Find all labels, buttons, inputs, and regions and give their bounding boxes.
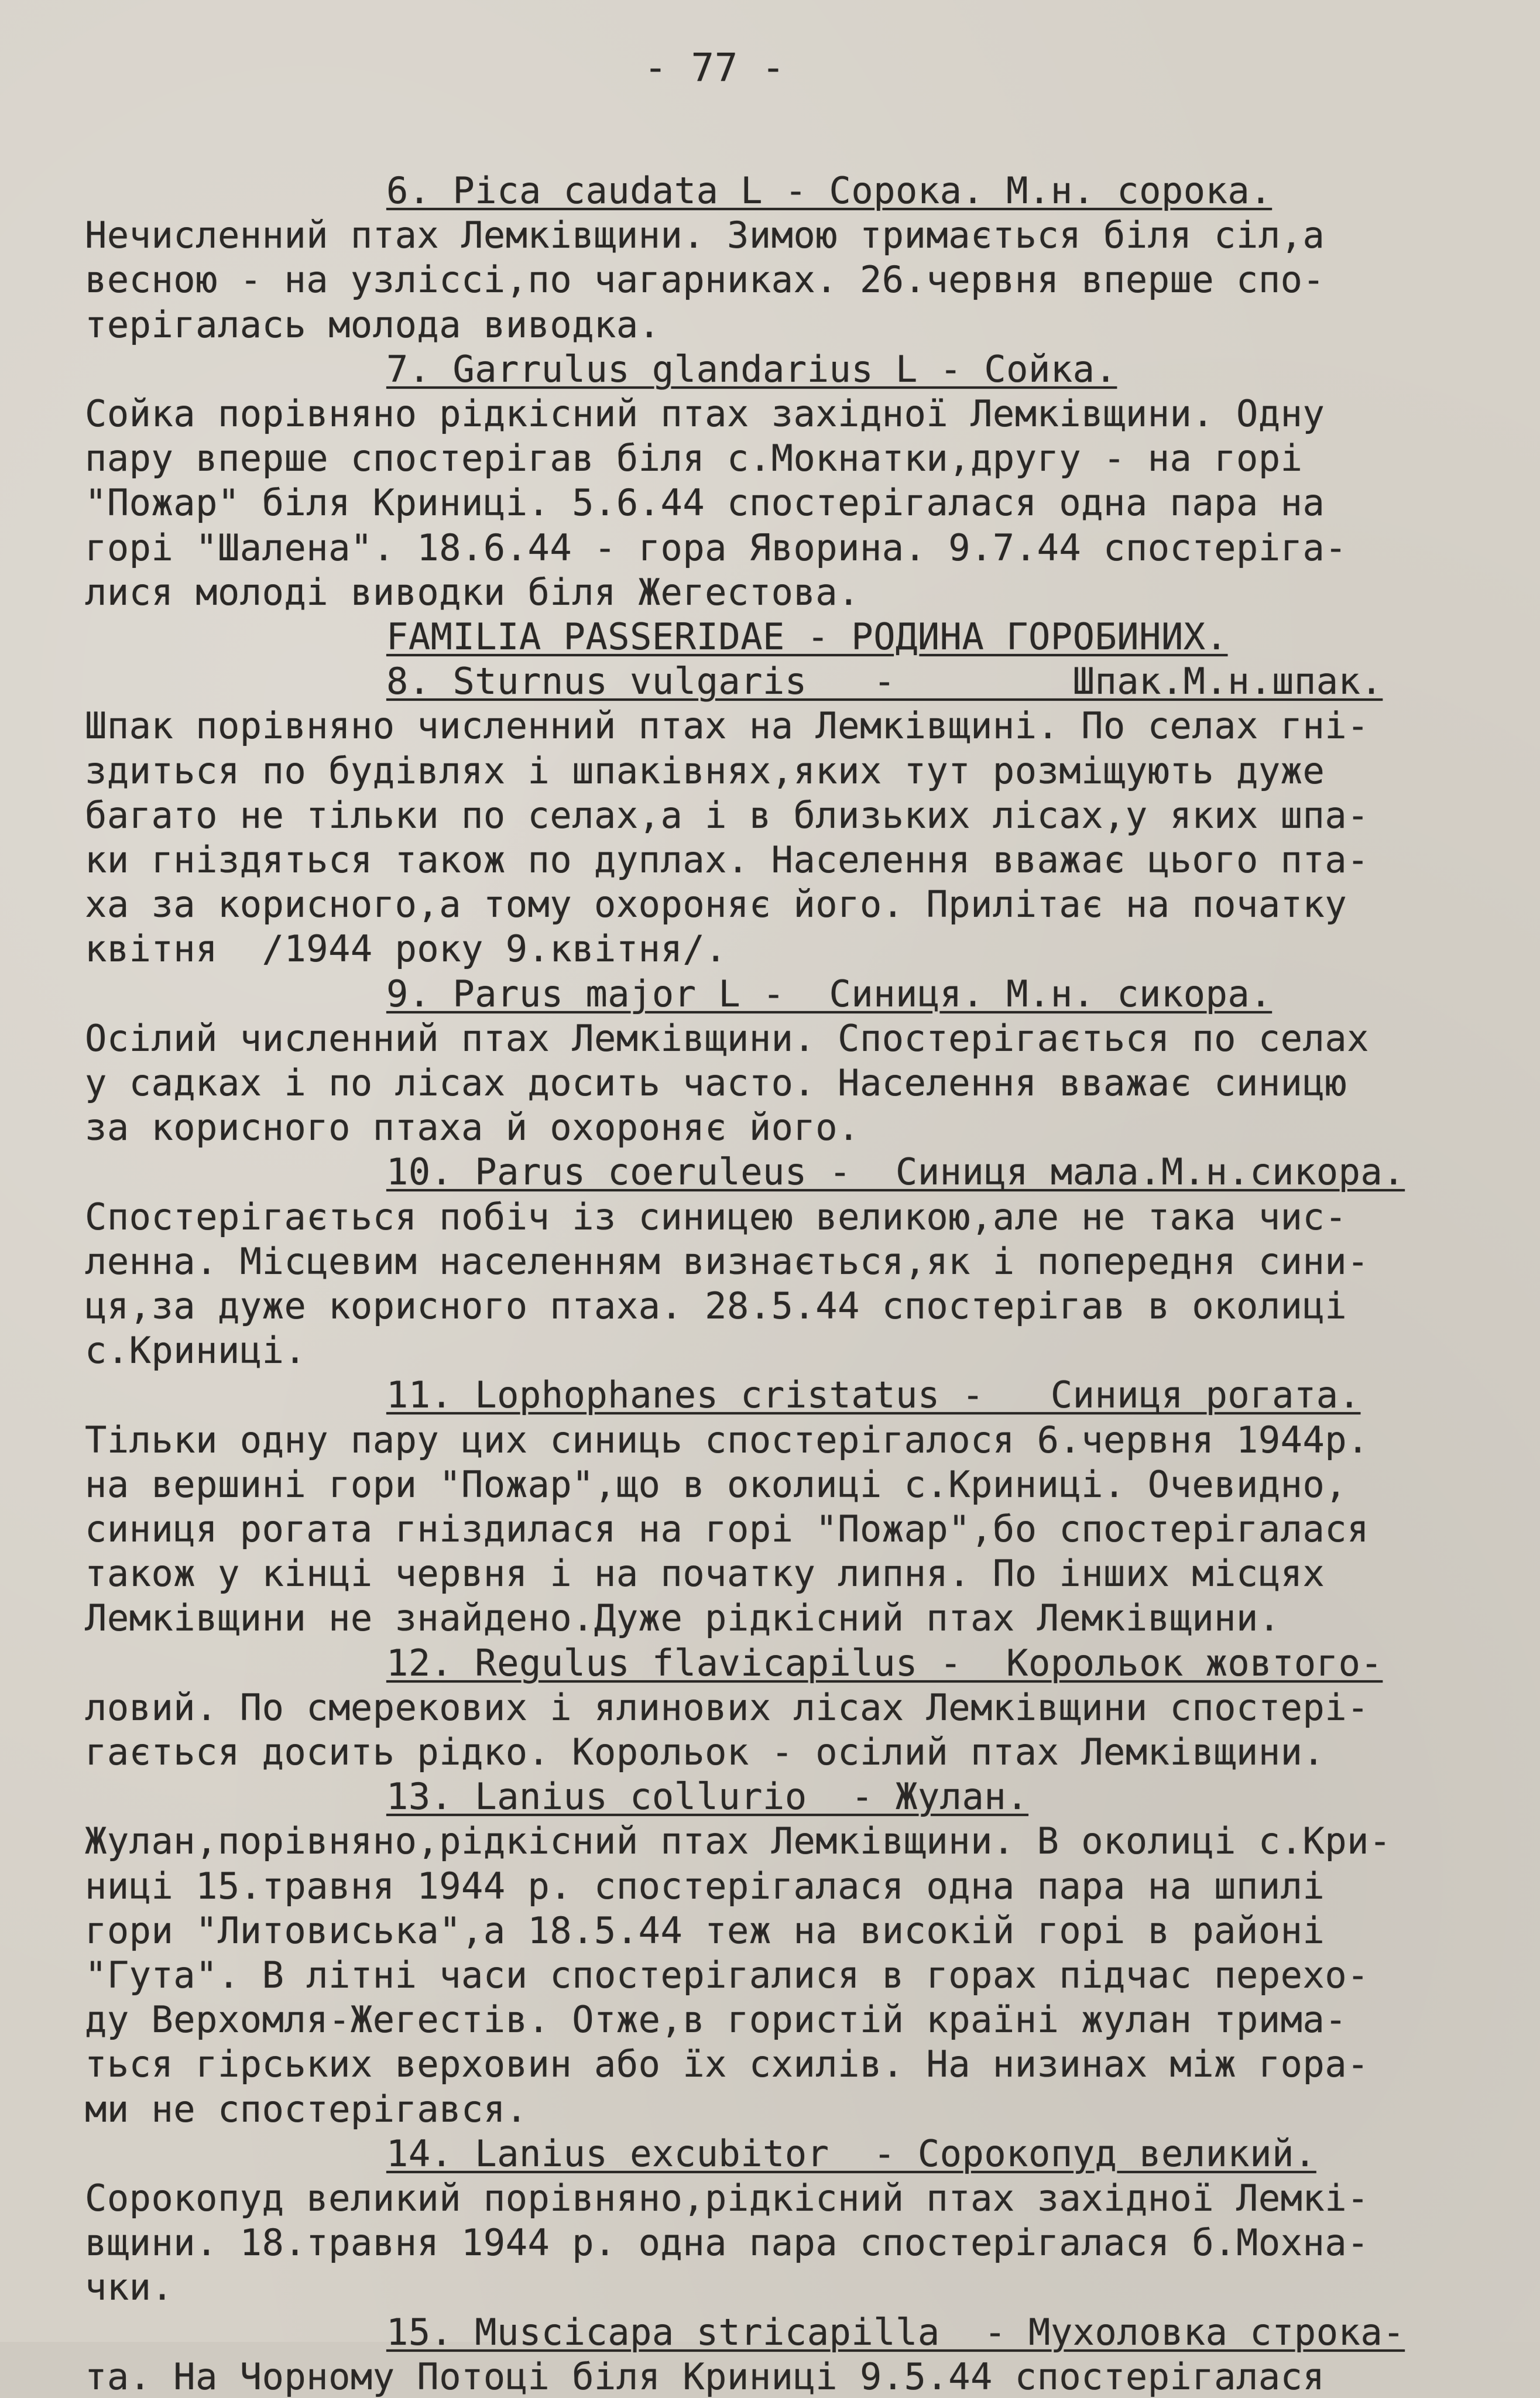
species-heading: 6. Pica caudata L - Сорока. М.н. сорока. <box>386 169 1273 212</box>
species-heading: 15. Muscicapa stricapilla - Мухоловка строка- <box>386 2310 1405 2354</box>
text-line: здиться по будівлях і шпаківнях,яких тут розміщують дуже <box>85 749 1325 792</box>
text-line: чки. <box>85 2266 174 2309</box>
text-line: Сорокопуд великий порівняно,рідкісний птах західної Лемкі- <box>85 2177 1369 2219</box>
text-line: на вершині гори "Пожар",що в околиці с.Криниці. Очевидно, <box>85 1462 1347 1506</box>
text-line: Нечисленний птах Лемківщини. Зимою тримається біля сіл,а <box>85 214 1325 257</box>
species-heading: 13. Lanius collurio - Жулан. <box>386 1775 1028 1818</box>
text-line: ха за корисного,а тому охороняє його. Прилітає на початку <box>85 883 1347 926</box>
text-line: Тільки одну пару цих синиць спостерігалося 6.червня 1944р. <box>85 1418 1369 1461</box>
text-line: гори "Литовиська",а 18.5.44 теж на високій горі в районі <box>85 1909 1325 1952</box>
text-line: ки гніздяться також по дуплах. Населення вважає цього пта- <box>85 838 1369 881</box>
species-heading: 7. Garrulus glandarius L - Сойка. <box>386 347 1117 390</box>
species-heading: 8. Sturnus vulgaris - Шпак.М.н.шпак. <box>386 660 1383 703</box>
text-line: Осілий численний птах Лемківщини. Спостерігається по селах <box>85 1016 1369 1060</box>
text-line: багато не тільки по селах,а і в близьких лісах,у яких шпа- <box>85 793 1369 837</box>
species-heading: 10. Parus coeruleus - Синиця мала.М.н.сикора. <box>386 1150 1405 1194</box>
text-line: терігалась молода виводка. <box>85 303 661 346</box>
text-line: горі "Шалена". 18.6.44 - гора Яворина. 9.7.44 спостеріга- <box>85 526 1347 569</box>
text-line: квітня /1944 року 9.квітня/. <box>85 927 727 971</box>
text-line: вщини. 18.травня 1944 р. одна пара спостерігалася б.Мохна- <box>85 2221 1369 2265</box>
species-heading: 11. Lophophanes cristatus - Синиця рогата. <box>386 1373 1361 1417</box>
text-line: Сойка порівняно рідкісний птах західної Лемківщини. Одну <box>85 392 1325 435</box>
text-line: пару вперше спостерігав біля с.Мокнатки,другу - на горі <box>85 437 1303 480</box>
text-line: ниці 15.травня 1944 р. спостерігалася одна пара на шпилі <box>85 1864 1325 1907</box>
text-line: за корисного птаха й охороняє його. <box>85 1106 860 1149</box>
text-line: ловий. По смерекових і ялинових лісах Лемківщини спостері- <box>85 1686 1369 1729</box>
species-heading: 9. Parus major L - Синиця. М.н. сикора. <box>386 972 1273 1015</box>
text-line: "Гута". В літні часи спостерігалися в горах підчас перехо- <box>85 1954 1369 1996</box>
text-line: ться гірських верховин або їх схилів. На низинах між гора- <box>85 2043 1369 2086</box>
text-line: Шпак порівняно численний птах на Лемківщині. По селах гні- <box>85 704 1369 748</box>
page-number: - 77 - <box>644 45 786 90</box>
text-line: лися молоді виводки біля Жегестова. <box>85 570 860 614</box>
text-line: ду Верхомля-Жегестів. Отже,в гористій країні жулан трима- <box>85 1998 1347 2041</box>
text-line: ця,за дуже корисного птаха. 28.5.44 спостерігав в околиці <box>85 1284 1347 1327</box>
text-line: ми не спостерігався. <box>85 2087 528 2130</box>
text-line: весною - на узліссі,по чагарниках. 26.червня вперше спо- <box>85 258 1325 302</box>
species-heading: 12. Regulus flavicapilus - Корольок жовтого- <box>386 1641 1383 1684</box>
text-line: Спостерігається побіч із синицею великою,але не така чис- <box>85 1195 1347 1238</box>
species-heading: 14. Lanius excubitor - Сорокопуд великий. <box>386 2132 1316 2175</box>
text-line: "Пожар" біля Криниці. 5.6.44 спостерігалася одна пара на <box>85 481 1325 525</box>
text-line: ленна. Місцевим населенням визнається,як і попередня сини- <box>85 1239 1369 1283</box>
text-line: у садках і по лісах досить часто. Населення вважає синицю <box>85 1061 1347 1104</box>
text-line: с.Криниці. <box>85 1329 307 1372</box>
text-line: та. На Чорному Потоці біля Криниці 9.5.44 спостерігалася <box>85 2355 1325 2398</box>
text-line: Жулан,порівняно,рідкісний птах Лемківщини. В околиці с.Кри- <box>85 1820 1391 1863</box>
text-line: синиця рогата гніздилася на горі "Пожар",бо спостерігалася <box>85 1508 1369 1550</box>
family-heading: FAMILIA PASSERIDAE - РОДИНА ГОРОБИНИХ. <box>386 615 1228 658</box>
text-line: Лемківщини не знайдено.Дуже рідкісний птах Лемківщини. <box>85 1597 1281 1640</box>
text-line: також у кінці червня і на початку липня. По інших місцях <box>85 1552 1325 1595</box>
text-line: гається досить рідко. Корольок - осілий птах Лемківщини. <box>85 1731 1325 1773</box>
